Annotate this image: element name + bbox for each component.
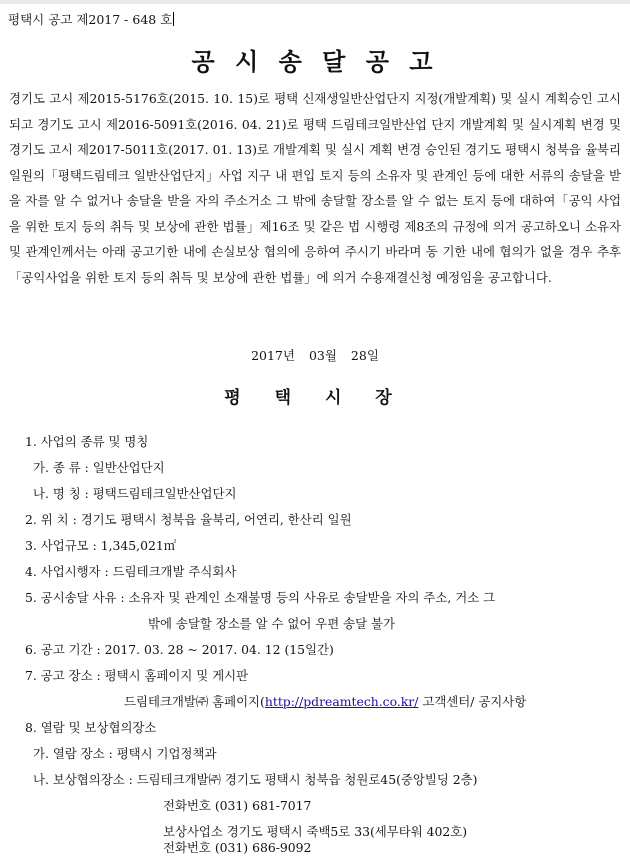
item-7-website <box>124 692 526 710</box>
item-8-phone-1: 전화번호 (031) 681-7017 <box>163 798 312 813</box>
item-8-phone-2: 전화번호 (031) 686-9092 <box>163 840 312 855</box>
body-line: 사업을 위한 토지 등의 취득 및 보상에 관한 법률」제16조 및 같은 법 시행령 제8조의 규정에 <box>9 193 621 234</box>
body-line: 의거 공고하오니 소유자 및 관계인께서는 아래 공고기한 내에 손실보상 협의에 응하여 주시기 <box>9 218 621 259</box>
issuer-name: 평 택 시 장 <box>224 388 406 408</box>
item-8-heading: 8. 열람 및 보상협의장소 <box>25 720 157 735</box>
item-5-reason-cont: 밖에 송달할 장소를 알 수 없어 우편 송달 불가 <box>148 616 395 631</box>
item-7-website-pre: 드림테크개발㈜ 홈페이지( <box>124 694 265 709</box>
item-8-consult-place: 나. 보상협의장소 : 드림테크개발㈜ 경기도 평택시 청북읍 청원로45(중앙빌딩 2층) <box>33 772 478 787</box>
body-line: 경기도 고시 제2015-5176호(2015. 10. 15)로 평택 신재생일반산업단지 지정(개발계획) 및 실시 <box>9 91 541 106</box>
body-line: 바라며 동 기한 내에 협의가 없을 경우 추후「공익사업을 위한 토지 등의 취득 및 보상에 <box>9 244 621 285</box>
notice-body <box>9 86 621 290</box>
item-8-viewing-place: 가. 열람 장소 : 평택시 기업정책과 <box>33 746 217 761</box>
body-line: 관한 법률」에 의거 수용재결신청 예정임을 공고합니다. <box>252 269 552 285</box>
item-6-period: 6. 공고 기간 : 2017. 03. 28 ~ 2017. 04. 12 (15일간) <box>25 642 334 657</box>
item-8-office: 보상사업소 경기도 평택시 죽백5로 33(세무타워 402호) <box>163 824 468 839</box>
item-1-heading: 1. 사업의 종류 및 명칭 <box>25 434 149 449</box>
body-line: 송달을 받을 자의 주소거소 그 밖에 송달할 장소를 알 수 없는 토지 등에 대하여「공익 <box>126 193 593 208</box>
item-5-reason: 5. 공시송달 사유 : 소유자 및 관계인 소재불명 등의 사유로 송달받을 자의 주소, 거소 그 <box>25 590 496 605</box>
text-cursor <box>173 12 174 26</box>
notice-date: 2017년 03월 28일 <box>251 348 379 363</box>
body-line: 개발계획 및 실시계획 변경 및 경기도 고시 제2017-5011호(2017. 01. 13)로 개발계획 및 실시 <box>9 116 621 157</box>
item-2-location: 2. 위 치 : 경기도 평택시 청북읍 율북리, 어연리, 한산리 일원 <box>25 512 352 527</box>
item-4-operator: 4. 사업시행자 : 드림테크개발 주식회사 <box>25 564 237 579</box>
body-line: 계획 변경 승인된 경기도 평택시 청북읍 율북리 일원의「평택드림테크 일반산업단지」사업 <box>9 142 621 183</box>
body-line: 지구 내 편입 토지 등의 소유자 및 관계인 등에 대한 서류의 송달을 받을 자를 알 수 없거나 <box>9 167 621 208</box>
item-7-website-post: 고객센터/ 공지사항 <box>418 694 527 709</box>
notice-number-text: 평택시 공고 제2017 - 648 호 <box>8 12 173 27</box>
document-title: 공 시 송 달 공 고 <box>191 48 439 76</box>
document-top-border <box>0 0 630 4</box>
item-1-type: 가. 종 류 : 일반산업단지 <box>33 460 165 475</box>
website-link[interactable]: http://pdreamtech.co.kr/ <box>264 694 419 709</box>
item-1-name: 나. 명 칭 : 평택드림테크일반산업단지 <box>33 486 237 501</box>
notice-number <box>8 10 174 28</box>
body-line: 계획승인 고시되고 경기도 고시 제2016-5091호(2016. 04. 21)로 평택 드림테크일반산업 단지 <box>9 91 621 132</box>
item-7-place: 7. 공고 장소 : 평택시 홈페이지 및 게시판 <box>25 668 249 683</box>
item-3-scale: 3. 사업규모 : 1,345,021㎡ <box>25 538 177 553</box>
